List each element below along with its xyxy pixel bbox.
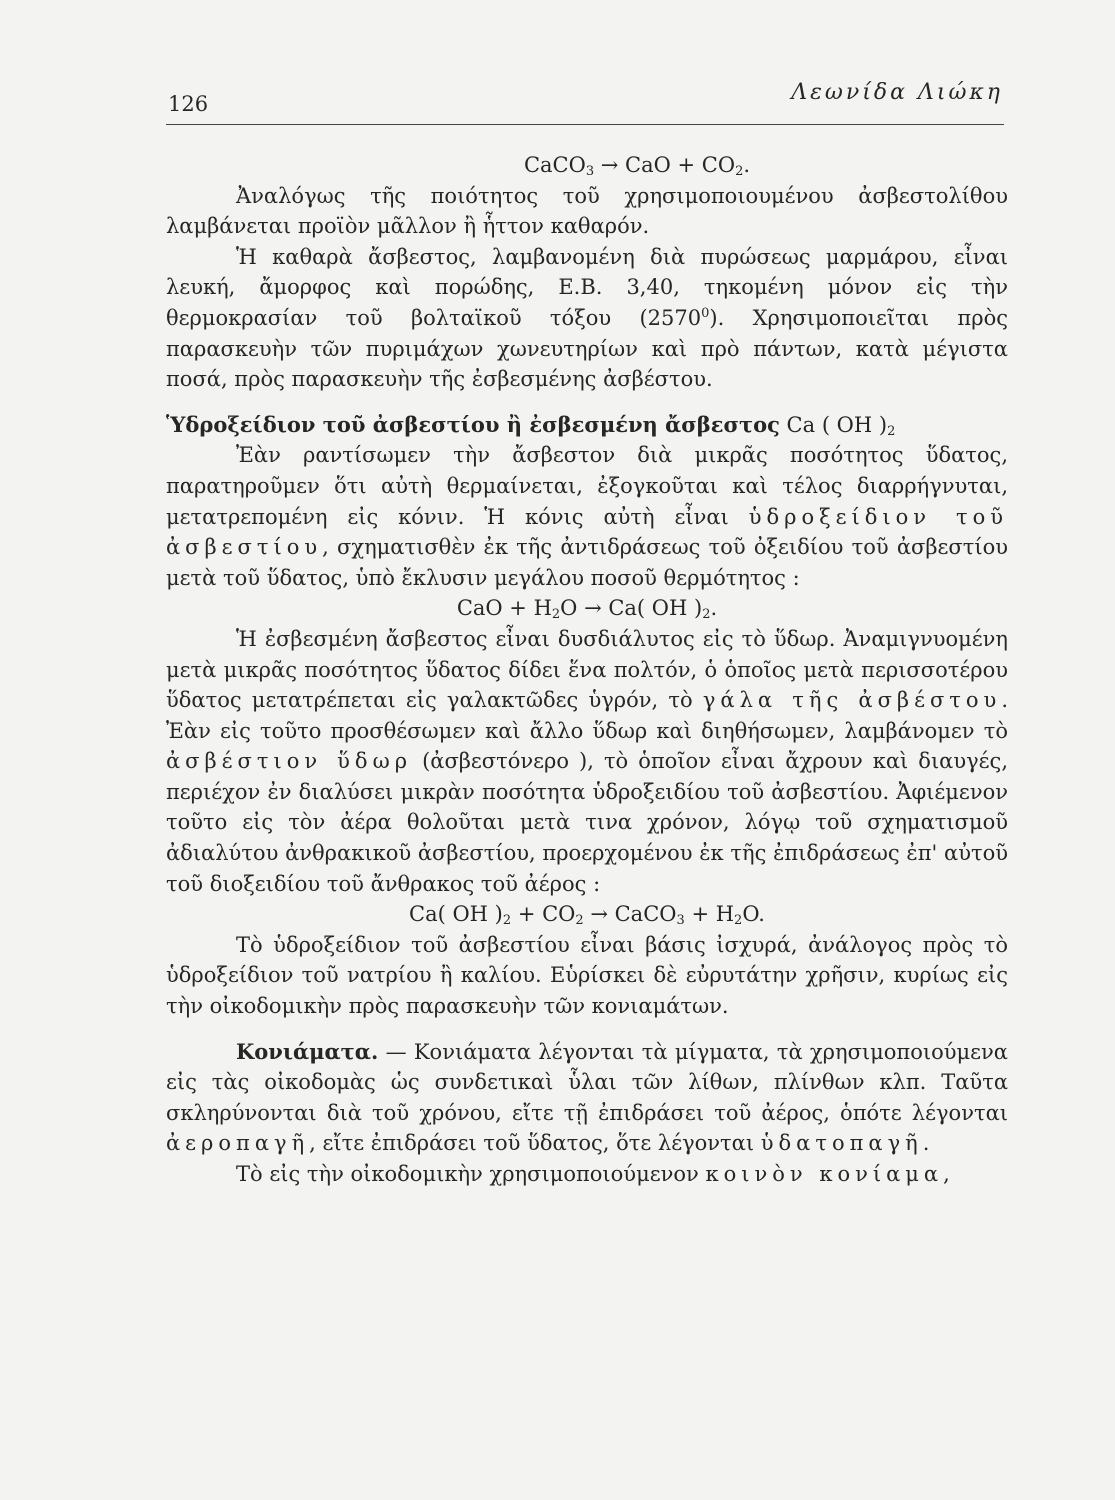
page-number: 126: [168, 92, 209, 116]
paragraph-pure-lime: Ἡ καθαρὰ ἄσβεστος, λαμβανομένη διὰ πυρώσεως μαρμάρου, εἶναι λευκή, ἄμορφος καὶ πορώδης, Ε.Β. 3,40, τηκομένη μόνον εἰς τὴν θερμοκρασίαν τοῦ βολταϊκοῦ τόξου (2570$^0$). Χρησιμοποιεῖται πρὸς παρασκευὴν τῶν πυριμάχων χωνευτηρίων καὶ πρὸ πάντων, κατὰ μέγιστα ποσά, πρὸς παρασκευὴν τῆς ἐσβεσμένης ἀσβέστου.: [166, 244, 1008, 392]
paragraph-lime-water: Ἡ ἐσβεσμένη ἄσβεστος εἶναι δυσδιάλυτος εἰς τὸ ὕδωρ. Ἀναμιγνυομένη μετὰ μικρᾶς ποσότητος ὕδατος δίδει ἕνα πολτόν, ὁ ὁποῖος μετὰ περισσοτέρου ὕδατος μετατρέπεται εἰς γαλακτῶδες ὑγρόν, τὸ γάλα τῆς ἀσβέστου. Ἐὰν εἰς τοῦτο προσθέσωμεν καὶ ἄλλο ὕδωρ καὶ διηθήσωμεν, λαμβάνομεν τὸ ἀσβέστιον ὕδωρ (ἀσβεστόνερο ), τὸ ὁποῖον εἶναι ἄχρουν καὶ διαυγές, περιέχον ἐν διαλύσει μικρὰν ποσότητα ὑδροξειδίου τοῦ ἀσβεστίου. Ἀφιέμενον τοῦτο εἰς τὸν ἀέρα θολοῦται μετὰ τινα χρόνον, λόγῳ τοῦ σχηματισμοῦ ἀδιαλύτου ἀνθρακικοῦ ἀσβεστίου, προερχομένου ἐκ τῆς ἐπιδράσεως ἐπ' αὐτοῦ τοῦ διοξειδίου τοῦ ἄνθρακος τοῦ ἀέρος :: [166, 626, 1008, 896]
equation-slaking: CaO + $H_2O \to Ca$( OH )$_2$.: [456, 596, 718, 623]
mortars-heading: Κονιάματα.: [236, 1038, 379, 1064]
equation-calcination: CaCO$_3$ → CaO + $CO_2$.: [523, 153, 751, 179]
body-text: [166, 150, 1008, 1190]
paragraph-quality: Ἀναλόγως τῆς ποιότητος τοῦ χρησιμοποιουμένου ἀσβεστολίθου λαμβάνεται προϊὸν μᾶλλον ἢ ἧττον καθαρόν.: [166, 183, 1008, 239]
header-rule: [166, 124, 1004, 125]
paragraph-common-mortar: Τὸ εἰς τὴν οἰκοδομικὴν χρησιμοποιούμενον κοινὸν κονίαμα,: [236, 1162, 950, 1186]
paragraph-slaking: Ἐὰν ραντίσωμεν τὴν ἄσβεστον διὰ μικρᾶς ποσότητος ὕδατος, παρατηροῦμεν ὅτι αὐτὴ θερμαίνεται, ἐξογκοῦται καὶ τέλος διαρρήγνυται, μετατρεπομένη εἰς κόνιν. Ἡ κόνις αὐτὴ εἶναι ὑδροξείδιον τοῦ ἀσβεστίου, σχηματισθὲν ἐκ τῆς ἀντιδράσεως τοῦ ὀξειδίου τοῦ ἀσβεστίου μετὰ τοῦ ὕδατος, ὑπὸ ἔκλυσιν μεγάλου ποσοῦ θερμότητος :: [166, 443, 1008, 590]
paragraph-strong-base: Τὸ ὑδροξείδιον τοῦ ἀσβεστίου εἶναι βάσις ἰσχυρά, ἀνάλογος πρὸς τὸ ὑδροξείδιον τοῦ νατρίου ἢ καλίου. Εὑρίσκει δὲ εὐρυτάτην χρῆσιν, κυρίως εἰς τὴν οἰκοδομικὴν πρὸς παρασκευὴν τῶν κονιαμάτων.: [166, 932, 1008, 1019]
paragraph-mortars: Κονιάματα. — Κονιάματα λέγονται τὰ μίγματα, τὰ χρησιμοποιούμενα εἰς τὰς οἰκοδομὰς ὡς συνδετικαὶ ὗλαι τῶν λίθων, πλίνθων κλπ. Ταῦτα σκληρύνονται διὰ τοῦ χρόνου, εἴτε τῇ ἐπιδράσει τοῦ ἀέρος, ὁπότε λέγονται ἀεροπαγῆ, εἴτε ἐπιδράσει τοῦ ὕδατος, ὅτε λέγονται ὑδατοπαγῆ.: [166, 1038, 1008, 1156]
running-title: Λεωνίδα Λιώκη: [791, 80, 1003, 105]
section-heading-hydroxide: Ὑδροξείδιον τοῦ ἀσβεστίου ἢ ἐσβεσμένη ἄσβεστος Ca ( OH )$_2$: [166, 411, 896, 439]
equation-carbonation: Ca( OH )$_2 + CO_2$ → CaCO$_3$ + $H_2O$.: [409, 902, 765, 929]
